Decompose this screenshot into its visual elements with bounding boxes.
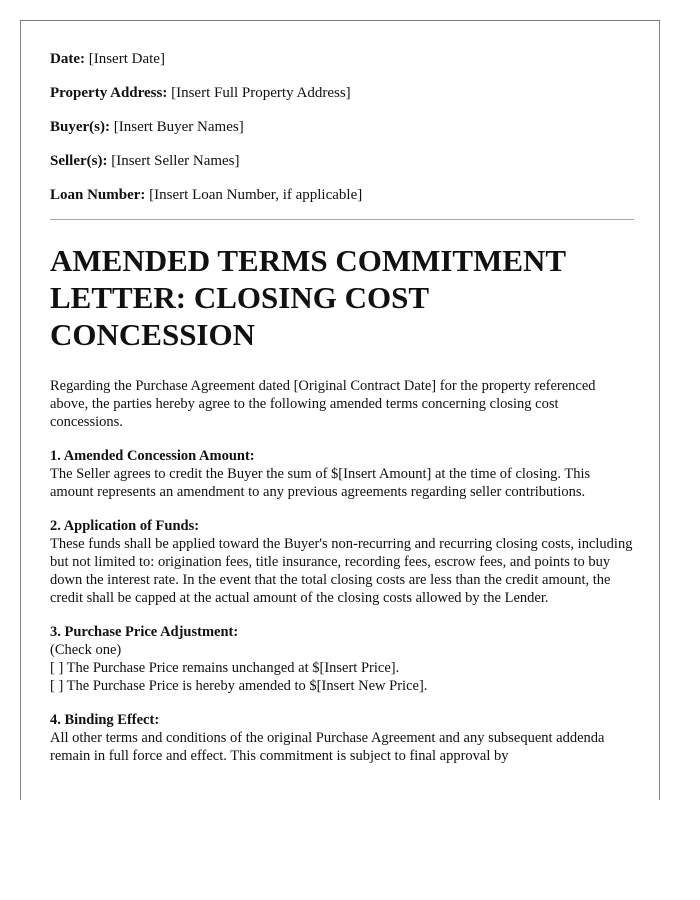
header-divider: [50, 219, 634, 220]
property-address-label: Property Address:: [50, 85, 168, 101]
check-one-note: (Check one): [50, 642, 122, 658]
section-binding-effect: [50, 711, 634, 765]
section-heading: 3. Purchase Price Adjustment:: [50, 624, 239, 640]
loan-number-line: [50, 185, 634, 205]
section-purchase-price-adjustment: [50, 623, 634, 695]
sellers-label: Seller(s):: [50, 153, 108, 169]
letter-header: [50, 49, 634, 219]
section-text: The Seller agrees to credit the Buyer the sum of $[Insert Amount] at the time of closing. This amount represents an amendment to any previous agreements regarding seller contributions.: [50, 466, 591, 500]
sellers-value: [Insert Seller Names]: [111, 153, 240, 169]
section-text: These funds shall be applied toward the Buyer's non-recurring and recurring closing costs, including but not limited to: origination fees, title insurance, recording fees, escrow fees, and points to buy down the interest rate. In the event that the total closing costs are less than the credit amount, the credit shall be capped at the actual amount of the closing costs allowed by the Lender.: [50, 536, 633, 606]
date-line: [50, 49, 634, 69]
letter-page: [20, 20, 660, 800]
sellers-line: [50, 151, 634, 171]
property-address-line: [50, 83, 634, 103]
section-concession-amount: [50, 447, 634, 501]
document-title: AMENDED TERMS COMMITMENT LETTER: CLOSING COST CONCESSION: [50, 243, 566, 352]
loan-number-value: [Insert Loan Number, if applicable]: [149, 187, 363, 203]
section-text: All other terms and conditions of the original Purchase Agreement and any subsequent addenda remain in full force and effect. This commitment is subject to final approval by: [50, 730, 605, 764]
loan-number-label: Loan Number:: [50, 187, 146, 203]
letter-body: [50, 377, 634, 781]
buyers-label: Buyer(s):: [50, 119, 110, 135]
buyers-line: [50, 117, 634, 137]
intro-paragraph: Regarding the Purchase Agreement dated [Original Contract Date] for the property referenced above, the parties hereby agree to the following amended terms concerning closing cost concessions.: [50, 378, 596, 430]
date-value: [Insert Date]: [88, 51, 165, 67]
property-address-value: [Insert Full Property Address]: [171, 85, 351, 101]
section-heading: 1. Amended Concession Amount:: [50, 448, 255, 464]
buyers-value: [Insert Buyer Names]: [113, 119, 244, 135]
section-heading: 4. Binding Effect:: [50, 712, 160, 728]
price-amended-option: [ ] The Purchase Price is hereby amended to $[Insert New Price].: [50, 678, 428, 694]
date-label: Date:: [50, 51, 85, 67]
section-application-of-funds: [50, 517, 634, 607]
section-heading: 2. Application of Funds:: [50, 518, 200, 534]
price-unchanged-option: [ ] The Purchase Price remains unchanged at $[Insert Price].: [50, 660, 400, 676]
